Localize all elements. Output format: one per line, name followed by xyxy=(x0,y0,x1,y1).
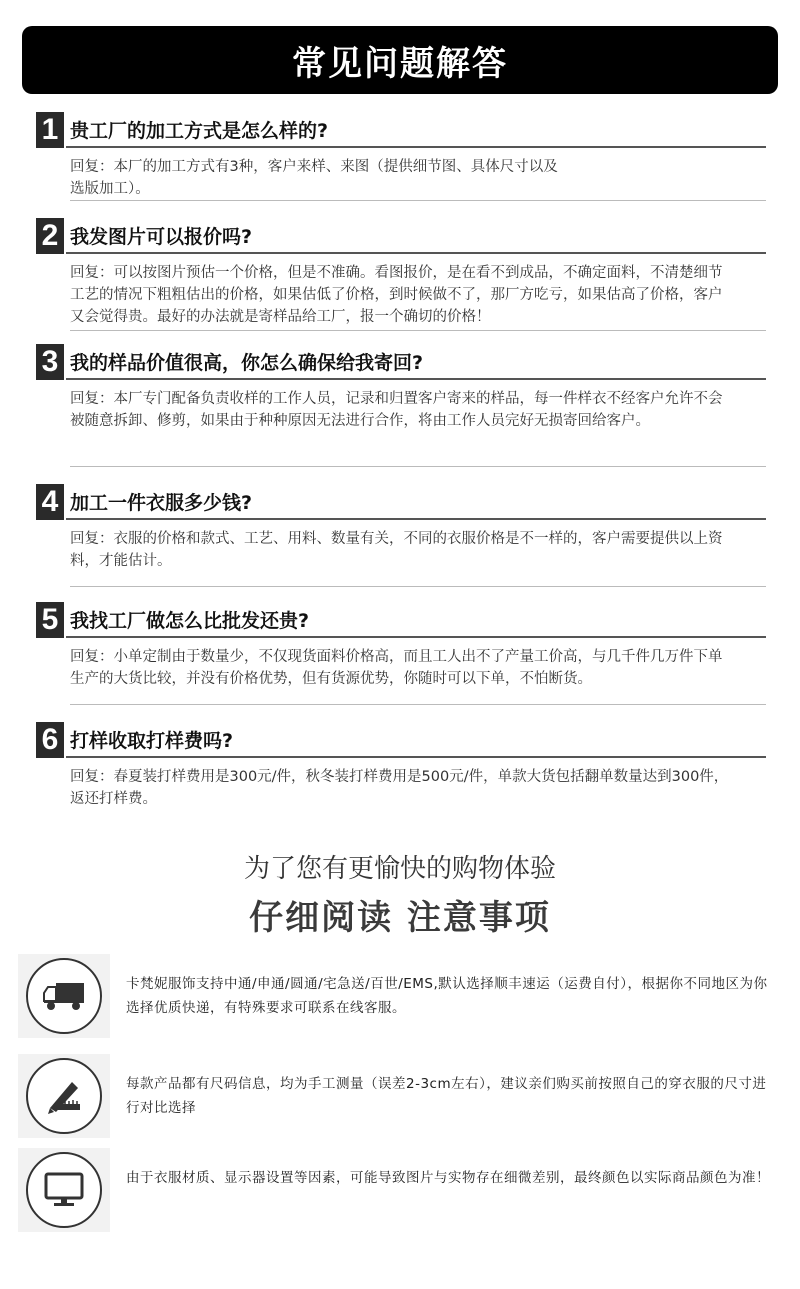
faq-number: 4 xyxy=(36,484,64,520)
faq-item xyxy=(36,112,766,200)
truck-icon xyxy=(26,958,102,1034)
faq-item xyxy=(36,344,766,432)
notice-title: 仔细阅读 注意事项 xyxy=(249,898,551,938)
notice-text: 由于衣服材质、显示器设置等因素，可能导致图片与实物存在细微差别，最终颜色以实际商品颜色为准！ xyxy=(126,1170,770,1186)
faq-item xyxy=(36,484,766,572)
faq-answer: 回复：本厂的加工方式有3种，客户来样、来图（提供细节图、具体尺寸以及选版加工）。 xyxy=(70,159,558,197)
faq-header xyxy=(36,112,766,148)
faq-divider xyxy=(70,586,766,587)
notice-item-size xyxy=(18,1054,780,1138)
faq-number: 1 xyxy=(36,112,64,148)
faq-question: 我找工厂做怎么比批发还贵? xyxy=(70,610,310,632)
notice-text: 每款产品都有尺码信息，均为手工测量（误差2-3cm左右），建议亲们购买前按照自己的穿衣服的尺寸进行对比选择 xyxy=(126,1076,767,1116)
faq-rule xyxy=(66,252,766,254)
faq-rule xyxy=(66,146,766,148)
notice-item-shipping xyxy=(18,954,780,1038)
faq-header xyxy=(36,484,766,520)
faq-item xyxy=(36,602,766,690)
faq-divider xyxy=(70,330,766,331)
faq-answer: 回复：可以按图片预估一个价格，但是不准确。看图报价，是在看不到成品，不确定面料，不清楚细节工艺的情况下粗粗估出的价格，如果估低了价格，到时候做不了，那厂方吃亏，如果估高了价格，客户又会觉得贵。最好的办法就是寄样品给工厂，报一个确切的价格！ xyxy=(70,265,723,325)
faq-answer: 回复：衣服的价格和款式、工艺、用料、数量有关，不同的衣服价格是不一样的，客户需要提供以上资料，才能估计。 xyxy=(70,531,723,569)
faq-rule xyxy=(66,636,766,638)
faq-item xyxy=(36,218,766,328)
faq-rule xyxy=(66,518,766,520)
faq-question: 我的样品价值很高，你怎么确保给我寄回? xyxy=(70,352,424,374)
faq-header xyxy=(36,602,766,638)
page-title: 常见问题解答 xyxy=(292,43,508,84)
faq-rule xyxy=(66,756,766,758)
faq-number: 6 xyxy=(36,722,64,758)
faq-number: 5 xyxy=(36,602,64,638)
faq-item xyxy=(36,722,766,810)
faq-header xyxy=(36,344,766,380)
notice-text: 卡梵妮服饰支持中通/申通/圆通/宅急送/百世/EMS,默认选择顺丰速运（运费自付），根据你不同地区为你选择优质快递，有特殊要求可联系在线客服。 xyxy=(126,976,768,1016)
faq-question: 贵工厂的加工方式是怎么样的? xyxy=(70,120,329,142)
icon-tile xyxy=(18,954,110,1038)
faq-question: 我发图片可以报价吗? xyxy=(70,226,253,248)
faq-header xyxy=(36,722,766,758)
faq-answer: 回复：小单定制由于数量少，不仅现货面料价格高，而且工人出不了产量工价高，与几千件几万件下单生产的大货比较，并没有价格优势，但有货源优势，你随时可以下单，不怕断货。 xyxy=(70,649,723,687)
faq-answer: 回复：春夏装打样费用是300元/件，秋冬装打样费用是500元/件，单款大货包括翻单数量达到300件，返还打样费。 xyxy=(70,769,729,807)
faq-rule xyxy=(66,378,766,380)
faq-question: 加工一件衣服多少钱? xyxy=(70,492,253,514)
pen-ruler-icon xyxy=(26,1058,102,1134)
faq-divider xyxy=(70,704,766,705)
faq-divider xyxy=(70,466,766,467)
notice-subtitle: 为了您有更愉快的购物体验 xyxy=(243,854,556,884)
faq-number: 3 xyxy=(36,344,64,380)
icon-tile xyxy=(18,1054,110,1138)
faq-number: 2 xyxy=(36,218,64,254)
header-banner xyxy=(22,26,778,94)
faq-divider xyxy=(70,200,766,201)
faq-header xyxy=(36,218,766,254)
faq-question: 打样收取打样费吗? xyxy=(70,730,234,752)
notice-item-color xyxy=(18,1148,780,1232)
monitor-icon xyxy=(26,1152,102,1228)
icon-tile xyxy=(18,1148,110,1232)
faq-answer: 回复：本厂专门配备负责收样的工作人员，记录和归置客户寄来的样品，每一件样衣不经客户允许不会被随意拆卸、修剪，如果由于种种原因无法进行合作，将由工作人员完好无损寄回给客户。 xyxy=(70,391,723,429)
